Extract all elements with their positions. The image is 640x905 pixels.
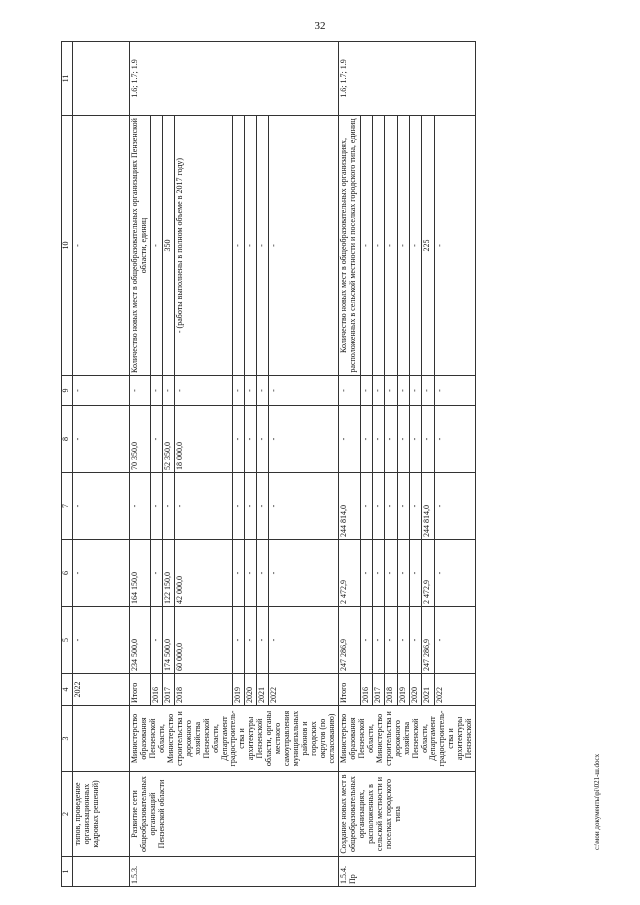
cell: - xyxy=(245,116,257,376)
header-cell: 1 xyxy=(62,857,73,887)
cell: - xyxy=(245,406,257,473)
cell: - xyxy=(397,607,409,674)
cell: - xyxy=(162,376,174,406)
cell: - xyxy=(268,406,338,473)
cell: 247 286,9 xyxy=(422,607,434,674)
header-cell: 10 xyxy=(62,116,73,376)
cell: - xyxy=(372,116,384,376)
cell: 2 472,9 xyxy=(422,540,434,607)
cell: 164 150,0 xyxy=(130,540,151,607)
cell xyxy=(73,706,130,772)
cell xyxy=(73,857,130,887)
measure-name: Развитие сети общеобразовательных организаций Пензенской области xyxy=(130,772,339,857)
header-cell: 6 xyxy=(62,540,73,607)
cell: 225 xyxy=(422,116,434,376)
measure-name: Создание новых мест в общеобразовательных организациях, расположенных в сельской местности и поселках городского типа xyxy=(338,772,475,857)
row-number: 1.5.4. Пр xyxy=(338,857,475,887)
cell: 70 350,0 xyxy=(130,406,151,473)
year: 2017 xyxy=(372,674,384,706)
cell: - xyxy=(372,607,384,674)
cell: - xyxy=(410,406,422,473)
cell: - xyxy=(233,540,245,607)
rotated-table-container xyxy=(61,42,589,887)
header-cell: 7 xyxy=(62,473,73,540)
cell: 174 500,0 xyxy=(162,607,174,674)
cell: - xyxy=(233,376,245,406)
cell: - xyxy=(410,473,422,540)
cell: - xyxy=(174,473,232,540)
cell: - xyxy=(233,116,245,376)
cell: - xyxy=(434,607,476,674)
cont-year: 2022 xyxy=(73,674,130,706)
cell: - xyxy=(385,376,397,406)
header-cell: 4 xyxy=(62,674,73,706)
cell: - xyxy=(434,116,476,376)
cell: - xyxy=(268,116,338,376)
indicator: Количество новых мест в общеобразовательных организациях, расположенных в сельской местности и поселках городского типа, единиц xyxy=(338,116,360,376)
cell: - xyxy=(130,376,151,406)
cell: - xyxy=(256,473,268,540)
cell: - xyxy=(268,473,338,540)
cell: - xyxy=(73,406,130,473)
cell: 247 286,9 xyxy=(338,607,360,674)
cell: - xyxy=(245,540,257,607)
cell: 244 814,0 xyxy=(338,473,360,540)
cell: 2 472,9 xyxy=(338,540,360,607)
cell: - xyxy=(360,607,372,674)
header-cell: 5 xyxy=(62,607,73,674)
cell: - xyxy=(150,473,162,540)
cell: - xyxy=(372,540,384,607)
cell: - xyxy=(372,473,384,540)
cell: 52 350,0 xyxy=(162,406,174,473)
cell: - xyxy=(385,116,397,376)
year: 2022 xyxy=(434,674,476,706)
cell: - xyxy=(245,376,257,406)
cell: - xyxy=(150,376,162,406)
cell: - xyxy=(233,406,245,473)
header-row xyxy=(62,42,73,887)
cell: - xyxy=(360,473,372,540)
year: 2016 xyxy=(360,674,372,706)
cell: - xyxy=(385,473,397,540)
cell: - xyxy=(360,116,372,376)
year: 2018 xyxy=(174,674,232,706)
cell: - xyxy=(385,607,397,674)
year: 2022 xyxy=(268,674,338,706)
cell: - (работы выполнены в полном объеме в 2017 году) xyxy=(174,116,232,376)
cell: - xyxy=(150,607,162,674)
page-number: 32 xyxy=(314,20,326,32)
footer-file-path: c:\мои документы\pi\021-ш.docx xyxy=(593,753,601,850)
budget-table xyxy=(61,41,476,887)
cell: 42 000,0 xyxy=(174,540,232,607)
cell: 350 xyxy=(162,116,174,376)
cell: - xyxy=(268,540,338,607)
cell: - xyxy=(73,540,130,607)
cell: - xyxy=(338,376,360,406)
cell: - xyxy=(397,540,409,607)
cell: - xyxy=(268,607,338,674)
cell: - xyxy=(256,376,268,406)
cell: - xyxy=(410,116,422,376)
header-cell: 8 xyxy=(62,406,73,473)
cell: - xyxy=(73,473,130,540)
cell: 18 000,0 xyxy=(174,406,232,473)
cell: - xyxy=(256,116,268,376)
row-1-5-4-total xyxy=(338,42,360,887)
year: 2021 xyxy=(422,674,434,706)
cell: - xyxy=(385,540,397,607)
cell: - xyxy=(268,376,338,406)
cell: - xyxy=(150,116,162,376)
executors: Министерство образования Пензенской области, Министерство строительства и дорожного хозяйства Пензенской области, Департамент градостроительства и архитектуры Пензенской xyxy=(338,706,475,772)
cell: 122 150,0 xyxy=(162,540,174,607)
cell: - xyxy=(397,376,409,406)
cell: - xyxy=(73,607,130,674)
executors: Министерство образования Пензенской области, Министерство строительства и дорожного хозяйства Пензенской области, Департамент градостроительства и архитектуры Пензенской области, органы местного самоуправления муниципальных районов и городских округов (по согласованию) xyxy=(130,706,339,772)
year: 2016 xyxy=(150,674,162,706)
cell: - xyxy=(245,473,257,540)
cell: - xyxy=(410,607,422,674)
header-cell: 2 xyxy=(62,772,73,857)
cell: - xyxy=(410,540,422,607)
year: 2020 xyxy=(245,674,257,706)
cell: - xyxy=(73,116,130,376)
year: 2019 xyxy=(397,674,409,706)
indicator-code: 1.6; 1.7; 1.9 xyxy=(130,42,339,116)
cell: - xyxy=(360,540,372,607)
year: 2020 xyxy=(410,674,422,706)
cell: - xyxy=(434,406,476,473)
year: 2019 xyxy=(233,674,245,706)
cell xyxy=(73,42,130,116)
header-cell: 9 xyxy=(62,376,73,406)
cell: - xyxy=(338,406,360,473)
cell: - xyxy=(360,376,372,406)
cell: - xyxy=(434,376,476,406)
cell: - xyxy=(130,473,151,540)
row-1-5-3-total xyxy=(130,42,151,887)
cell: - xyxy=(174,376,232,406)
cell: - xyxy=(434,540,476,607)
cell: - xyxy=(150,540,162,607)
cell: 234 500,0 xyxy=(130,607,151,674)
year: 2018 xyxy=(385,674,397,706)
header-cell: 3 xyxy=(62,706,73,772)
cell: 244 814,0 xyxy=(422,473,434,540)
cell: - xyxy=(256,406,268,473)
year: 2021 xyxy=(256,674,268,706)
cell: - xyxy=(372,406,384,473)
cell: - xyxy=(233,607,245,674)
cell: 60 000,0 xyxy=(174,607,232,674)
cell: - xyxy=(256,607,268,674)
indicator: Количество новых мест в общеобразовательных организациях Пензенской области, единиц xyxy=(130,116,151,376)
total-label: Итого xyxy=(338,674,360,706)
continuation-row xyxy=(73,42,130,887)
cell: - xyxy=(256,540,268,607)
cell: - xyxy=(385,406,397,473)
cell: - xyxy=(162,473,174,540)
cell: - xyxy=(73,376,130,406)
cell: - xyxy=(422,406,434,473)
cell: - xyxy=(233,473,245,540)
cell: - xyxy=(397,406,409,473)
cell: - xyxy=(397,116,409,376)
year: 2017 xyxy=(162,674,174,706)
cont-name: типов, проведение организационных кадровых решений) xyxy=(73,772,130,857)
cell: - xyxy=(397,473,409,540)
cell: - xyxy=(410,376,422,406)
cell: - xyxy=(422,376,434,406)
cell: - xyxy=(150,406,162,473)
row-number: 1.5.3. xyxy=(130,857,339,887)
indicator-code: 1.6; 1.7; 1.9 xyxy=(338,42,475,116)
cell: - xyxy=(245,607,257,674)
cell: - xyxy=(434,473,476,540)
cell: - xyxy=(360,406,372,473)
header-cell: 11 xyxy=(62,42,73,116)
cell: - xyxy=(372,376,384,406)
total-label: Итого xyxy=(130,674,151,706)
